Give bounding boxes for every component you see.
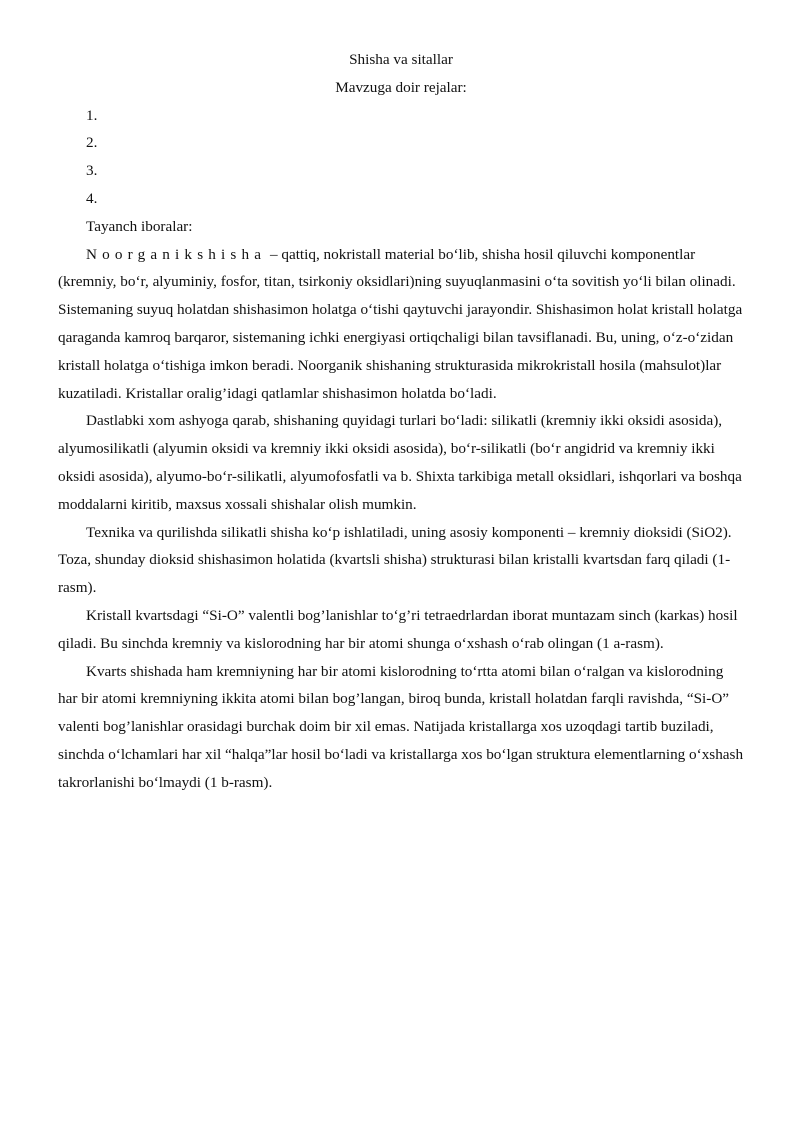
paragraph-2: Dastlabki xom ashyoga qarab, shishaning quyidagi turlari bo‘ladi: silikatli (kremniy ikki oksidi asosida), alyumosilikatli (alyumin oksidi va kremniy ikki oksidi asosida), bo‘r-silikatli (bo‘r angidrid va kremniy ikki oksidi asosida), alyumo-bo‘r-silikatli, alyumofosfatli va b. Shixta tarkibiga metall oksidlari, ishqorlari va boshqa moddalarni kiritib, maxsus xossali shishalar olish mumkin. (58, 412, 742, 513)
paragraph-5: Kvarts shishada ham kremniyning har bir atomi kislorodning to‘rtta atomi bilan o‘ralgan va kislorodning har bir atomi kremniyning ikkita atomi bilan bog’langan, biroq bunda, kristall holatdan farqli ravishda, “Si-O” valenti bog’lanishlar orasidagi burchak doim bir xil emas. Natijada kristallarga xos uzoqdagi tartib buziladi, sinchda o‘lchamlari har xil “halqa”lar hosil bo‘ladi va kristallarga xos bo‘lgan struktura elementlarning o‘xshash takrorlanishi bo‘lmaydi (1 b-rasm). (58, 662, 744, 791)
plan-item: 1. (86, 106, 98, 124)
document-page (58, 46, 744, 797)
document-title: Shisha va sitallar (349, 51, 453, 68)
document-subtitle: Mavzuga doir rejalar: (335, 78, 467, 96)
plan-item: 3. (86, 162, 98, 180)
paragraph-1-term: Noorganikshisha (86, 245, 267, 263)
keywords-label: Tayanch iboralar: (86, 217, 193, 235)
paragraph-3: Texnika va qurilishda silikatli shisha ko‘p ishlatiladi, uning asosiy komponenti – kremniy dioksidi (SiO2). Toza, shunday dioksid shishasimon holatida (kvartsli shisha) strukturasi bilan kristalli kvartsdan farq qiladi (1-rasm). (58, 523, 732, 597)
plan-item: 2. (86, 134, 98, 152)
paragraph-1-body: – qattiq, nokristall material bo‘lib, shisha hosil qiluvchi komponentlar (kremniy, bo‘r, alyuminiy, fosfor, titan, tsirkoniy oksidlari)ning suyuqlanmasini o‘ta sovitish yo‘li bilan olinadi. Sistemaning suyuq holatdan shishasimon holatga o‘tishi qaytuvchi jarayondir. Shishasimon holat kristall holatga qaraganda kamroq barqaror, sistemaning ichki energiyasi ortiqchaligi bilan tavsiflanadi. Bu, uning, o‘z-o‘zidan kristall holatga o‘tishiga imkon beradi. Noorganik shishaning strukturasida mikrokristall hosila (mahsulot)lar kuzatiladi. Kristallar oralig’idagi qatlamlar shishasimon holatda bo‘ladi. (58, 245, 743, 402)
paragraph-1 (58, 241, 744, 408)
plan-item: 4. (86, 189, 98, 207)
paragraph-4: Kristall kvartsdagi “Si-O” valentli bog’lanishlar to‘g’ri tetraedrlardan iborat muntazam sinch (karkas) hosil qiladi. Bu sinchda kremniy va kislorodning har bir atomi shunga o‘xshash o‘rab olingan (1 a-rasm). (58, 606, 738, 652)
